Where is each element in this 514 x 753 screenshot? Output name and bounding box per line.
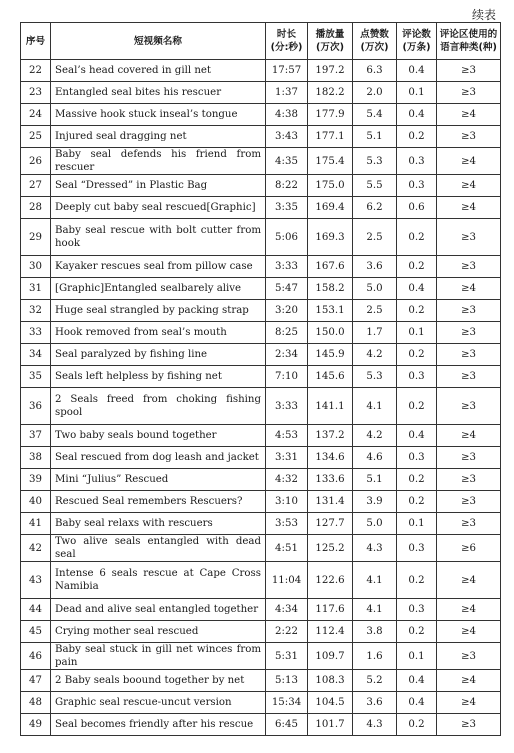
cell-num: 47: [21, 670, 51, 692]
cell-plays: 169.4: [308, 197, 353, 219]
cell-languages: ≥4: [437, 175, 501, 197]
cell-plays: 182.2: [308, 82, 353, 104]
cell-duration: 3:33: [266, 256, 308, 278]
cell-comments: 0.2: [397, 491, 437, 513]
cell-duration: 7:10: [266, 366, 308, 388]
cell-languages: ≥3: [437, 491, 501, 513]
table-row: [21, 469, 501, 491]
cell-plays: 133.6: [308, 469, 353, 491]
cell-duration: 5:31: [266, 643, 308, 670]
cell-duration: 3:33: [266, 388, 308, 425]
header-num: 序号: [21, 23, 51, 60]
cell-title: Kayaker rescues seal from pillow case: [51, 256, 266, 278]
cell-comments: 0.1: [397, 643, 437, 670]
cell-num: 28: [21, 197, 51, 219]
cell-likes: 4.2: [353, 344, 397, 366]
cell-title: Intense 6 seals rescue at Cape Cross Namibia: [51, 562, 266, 599]
cell-duration: 4:53: [266, 425, 308, 447]
cell-duration: 8:22: [266, 175, 308, 197]
cell-likes: 3.8: [353, 621, 397, 643]
table-row: [21, 491, 501, 513]
cell-num: 44: [21, 599, 51, 621]
cell-comments: 0.2: [397, 469, 437, 491]
cell-plays: 175.4: [308, 148, 353, 175]
cell-languages: ≥3: [437, 447, 501, 469]
cell-title: Massive hook stuck inseal’s tongue: [51, 104, 266, 126]
cell-languages: ≥3: [437, 256, 501, 278]
cell-likes: 6.2: [353, 197, 397, 219]
cell-comments: 0.1: [397, 82, 437, 104]
cell-title: Baby seal stuck in gill net winces from pain: [51, 643, 266, 670]
cell-languages: ≥4: [437, 562, 501, 599]
cell-languages: ≥4: [437, 104, 501, 126]
cell-languages: ≥3: [437, 714, 501, 736]
cell-num: 31: [21, 278, 51, 300]
cell-duration: 3:43: [266, 126, 308, 148]
table-row: [21, 300, 501, 322]
table-row: [21, 447, 501, 469]
cell-plays: 122.6: [308, 562, 353, 599]
table-row: [21, 104, 501, 126]
cell-languages: ≥3: [437, 513, 501, 535]
cell-comments: 0.1: [397, 513, 437, 535]
cell-comments: 0.3: [397, 366, 437, 388]
cell-num: 33: [21, 322, 51, 344]
cell-likes: 4.6: [353, 447, 397, 469]
cell-comments: 0.2: [397, 621, 437, 643]
cell-comments: 0.3: [397, 447, 437, 469]
cell-duration: 1:37: [266, 82, 308, 104]
cell-likes: 5.4: [353, 104, 397, 126]
cell-plays: 125.2: [308, 535, 353, 562]
table-row: [21, 278, 501, 300]
cell-title: Seal becomes friendly after his rescue: [51, 714, 266, 736]
cell-likes: 4.2: [353, 425, 397, 447]
cell-likes: 1.6: [353, 643, 397, 670]
cell-likes: 3.6: [353, 692, 397, 714]
cell-languages: ≥6: [437, 535, 501, 562]
cell-languages: ≥3: [437, 366, 501, 388]
cell-plays: 108.3: [308, 670, 353, 692]
cell-duration: 5:13: [266, 670, 308, 692]
cell-languages: ≥4: [437, 278, 501, 300]
cell-num: 37: [21, 425, 51, 447]
cell-comments: 0.2: [397, 126, 437, 148]
cell-languages: ≥3: [437, 126, 501, 148]
cell-title: Seal “Dressed” in Plastic Bag: [51, 175, 266, 197]
cell-likes: 5.5: [353, 175, 397, 197]
cell-title: Injured seal dragging net: [51, 126, 266, 148]
cell-title: 2 Baby seals boound together by net: [51, 670, 266, 692]
cell-plays: 150.0: [308, 322, 353, 344]
cell-comments: 0.2: [397, 344, 437, 366]
cell-comments: 0.4: [397, 692, 437, 714]
cell-title: Two alive seals entangled with dead seal: [51, 535, 266, 562]
cell-comments: 0.3: [397, 148, 437, 175]
cell-plays: 117.6: [308, 599, 353, 621]
cell-likes: 5.0: [353, 513, 397, 535]
cell-comments: 0.4: [397, 278, 437, 300]
cell-languages: ≥3: [437, 219, 501, 256]
cell-languages: ≥4: [437, 148, 501, 175]
cell-title: Huge seal strangled by packing strap: [51, 300, 266, 322]
cell-comments: 0.2: [397, 562, 437, 599]
cell-num: 46: [21, 643, 51, 670]
header-duration: 时长 (分:秒): [266, 23, 308, 60]
cell-likes: 2.5: [353, 300, 397, 322]
table-row: [21, 344, 501, 366]
cell-title: Baby seal relaxs with rescuers: [51, 513, 266, 535]
cell-num: 24: [21, 104, 51, 126]
cell-num: 39: [21, 469, 51, 491]
cell-plays: 145.6: [308, 366, 353, 388]
table-row: [21, 197, 501, 219]
cell-likes: 4.1: [353, 388, 397, 425]
cell-num: 38: [21, 447, 51, 469]
cell-languages: ≥4: [437, 621, 501, 643]
cell-num: 49: [21, 714, 51, 736]
cell-title: Baby seal defends his friend from rescuer: [51, 148, 266, 175]
cell-duration: 4:32: [266, 469, 308, 491]
header-title: 短视频名称: [51, 23, 266, 60]
cell-plays: 169.3: [308, 219, 353, 256]
table-row: [21, 621, 501, 643]
cell-num: 23: [21, 82, 51, 104]
cell-duration: 6:45: [266, 714, 308, 736]
cell-languages: ≥3: [437, 300, 501, 322]
cell-likes: 2.5: [353, 219, 397, 256]
cell-plays: 137.2: [308, 425, 353, 447]
cell-num: 43: [21, 562, 51, 599]
cell-likes: 5.2: [353, 670, 397, 692]
cell-languages: ≥3: [437, 643, 501, 670]
cell-title: Seal’s head covered in gill net: [51, 60, 266, 82]
cell-title: Deeply cut baby seal rescued[Graphic]: [51, 197, 266, 219]
cell-num: 35: [21, 366, 51, 388]
cell-duration: 5:06: [266, 219, 308, 256]
table-row: [21, 643, 501, 670]
cell-title: Dead and alive seal entangled together: [51, 599, 266, 621]
cell-comments: 0.4: [397, 670, 437, 692]
cell-likes: 5.0: [353, 278, 397, 300]
cell-likes: 4.3: [353, 714, 397, 736]
cell-languages: ≥4: [437, 599, 501, 621]
cell-num: 41: [21, 513, 51, 535]
cell-num: 22: [21, 60, 51, 82]
table-row: [21, 670, 501, 692]
cell-plays: 112.4: [308, 621, 353, 643]
table-row: [21, 714, 501, 736]
cell-languages: ≥4: [437, 197, 501, 219]
cell-likes: 4.1: [353, 599, 397, 621]
cell-plays: 127.7: [308, 513, 353, 535]
cell-likes: 4.3: [353, 535, 397, 562]
cell-languages: ≥3: [437, 82, 501, 104]
table-row: [21, 562, 501, 599]
cell-num: 36: [21, 388, 51, 425]
cell-duration: 2:34: [266, 344, 308, 366]
cell-languages: ≥3: [437, 469, 501, 491]
cell-plays: 153.1: [308, 300, 353, 322]
cell-duration: 4:51: [266, 535, 308, 562]
cell-likes: 3.6: [353, 256, 397, 278]
table-row: [21, 366, 501, 388]
cell-languages: ≥3: [437, 344, 501, 366]
table-row: [21, 256, 501, 278]
cell-num: 25: [21, 126, 51, 148]
cell-num: 40: [21, 491, 51, 513]
table-row: [21, 322, 501, 344]
cell-comments: 0.4: [397, 425, 437, 447]
cell-duration: 3:31: [266, 447, 308, 469]
cell-duration: 3:53: [266, 513, 308, 535]
cell-plays: 177.1: [308, 126, 353, 148]
cell-title: Hook removed from seal’s mouth: [51, 322, 266, 344]
cell-title: [Graphic]Entangled sealbarely alive: [51, 278, 266, 300]
cell-num: 32: [21, 300, 51, 322]
continued-label: 续表: [471, 8, 496, 22]
header-languages: 评论区使用的语言种类(种): [437, 23, 501, 60]
cell-title: Graphic seal rescue-uncut version: [51, 692, 266, 714]
cell-comments: 0.4: [397, 60, 437, 82]
cell-comments: 0.2: [397, 714, 437, 736]
cell-plays: 101.7: [308, 714, 353, 736]
table-row: [21, 599, 501, 621]
cell-duration: 5:47: [266, 278, 308, 300]
cell-comments: 0.2: [397, 219, 437, 256]
cell-languages: ≥3: [437, 322, 501, 344]
cell-duration: 3:10: [266, 491, 308, 513]
table-row: [21, 126, 501, 148]
cell-plays: 167.6: [308, 256, 353, 278]
cell-comments: 0.2: [397, 256, 437, 278]
cell-duration: 11:04: [266, 562, 308, 599]
cell-comments: 0.3: [397, 535, 437, 562]
cell-comments: 0.6: [397, 197, 437, 219]
header-comments: 评论数 (万条): [397, 23, 437, 60]
cell-title: Two baby seals bound together: [51, 425, 266, 447]
cell-plays: 109.7: [308, 643, 353, 670]
table-row: [21, 60, 501, 82]
table-body: [21, 60, 501, 736]
cell-languages: ≥4: [437, 692, 501, 714]
cell-likes: 5.3: [353, 366, 397, 388]
cell-comments: 0.3: [397, 175, 437, 197]
header-likes: 点赞数 (万次): [353, 23, 397, 60]
cell-duration: 8:25: [266, 322, 308, 344]
table-row: [21, 535, 501, 562]
cell-languages: ≥3: [437, 60, 501, 82]
cell-duration: 4:35: [266, 148, 308, 175]
cell-title: Rescued Seal remembers Rescuers?: [51, 491, 266, 513]
table-row: [21, 513, 501, 535]
cell-likes: 6.3: [353, 60, 397, 82]
cell-duration: 3:20: [266, 300, 308, 322]
cell-title: Seals left helpless by fishing net: [51, 366, 266, 388]
cell-title: Seal paralyzed by fishing line: [51, 344, 266, 366]
table-row: [21, 82, 501, 104]
cell-languages: ≥4: [437, 670, 501, 692]
cell-comments: 0.1: [397, 322, 437, 344]
cell-plays: 134.6: [308, 447, 353, 469]
cell-likes: 5.3: [353, 148, 397, 175]
cell-likes: 4.1: [353, 562, 397, 599]
cell-comments: 0.2: [397, 388, 437, 425]
cell-plays: 104.5: [308, 692, 353, 714]
header-plays: 播放量 (万次): [308, 23, 353, 60]
cell-num: 29: [21, 219, 51, 256]
cell-likes: 5.1: [353, 126, 397, 148]
cell-title: Entangled seal bites his rescuer: [51, 82, 266, 104]
cell-title: Seal rescued from dog leash and jacket: [51, 447, 266, 469]
cell-plays: 158.2: [308, 278, 353, 300]
cell-plays: 131.4: [308, 491, 353, 513]
cell-plays: 197.2: [308, 60, 353, 82]
cell-plays: 141.1: [308, 388, 353, 425]
table-row: [21, 219, 501, 256]
cell-title: Baby seal rescue with bolt cutter from hook: [51, 219, 266, 256]
table-row: [21, 175, 501, 197]
cell-title: Mini “Julius” Rescued: [51, 469, 266, 491]
cell-plays: 177.9: [308, 104, 353, 126]
cell-duration: 2:22: [266, 621, 308, 643]
cell-plays: 175.0: [308, 175, 353, 197]
cell-likes: 2.0: [353, 82, 397, 104]
cell-duration: 15:34: [266, 692, 308, 714]
cell-plays: 145.9: [308, 344, 353, 366]
cell-comments: 0.3: [397, 599, 437, 621]
cell-duration: 3:35: [266, 197, 308, 219]
table-row: [21, 148, 501, 175]
cell-duration: 4:38: [266, 104, 308, 126]
cell-num: 27: [21, 175, 51, 197]
cell-num: 26: [21, 148, 51, 175]
cell-languages: ≥4: [437, 425, 501, 447]
cell-comments: 0.4: [397, 104, 437, 126]
cell-duration: 17:57: [266, 60, 308, 82]
cell-num: 34: [21, 344, 51, 366]
cell-num: 48: [21, 692, 51, 714]
table-row: [21, 388, 501, 425]
cell-likes: 1.7: [353, 322, 397, 344]
cell-title: Crying mother seal rescued: [51, 621, 266, 643]
table-row: [21, 425, 501, 447]
cell-title: 2 Seals freed from choking fishing spool: [51, 388, 266, 425]
cell-likes: 3.9: [353, 491, 397, 513]
table-row: [21, 692, 501, 714]
cell-comments: 0.2: [397, 300, 437, 322]
cell-num: 45: [21, 621, 51, 643]
cell-languages: ≥3: [437, 388, 501, 425]
cell-duration: 4:34: [266, 599, 308, 621]
cell-num: 42: [21, 535, 51, 562]
cell-likes: 5.1: [353, 469, 397, 491]
cell-num: 30: [21, 256, 51, 278]
video-stats-table: [20, 22, 501, 736]
header-row: [21, 23, 501, 60]
